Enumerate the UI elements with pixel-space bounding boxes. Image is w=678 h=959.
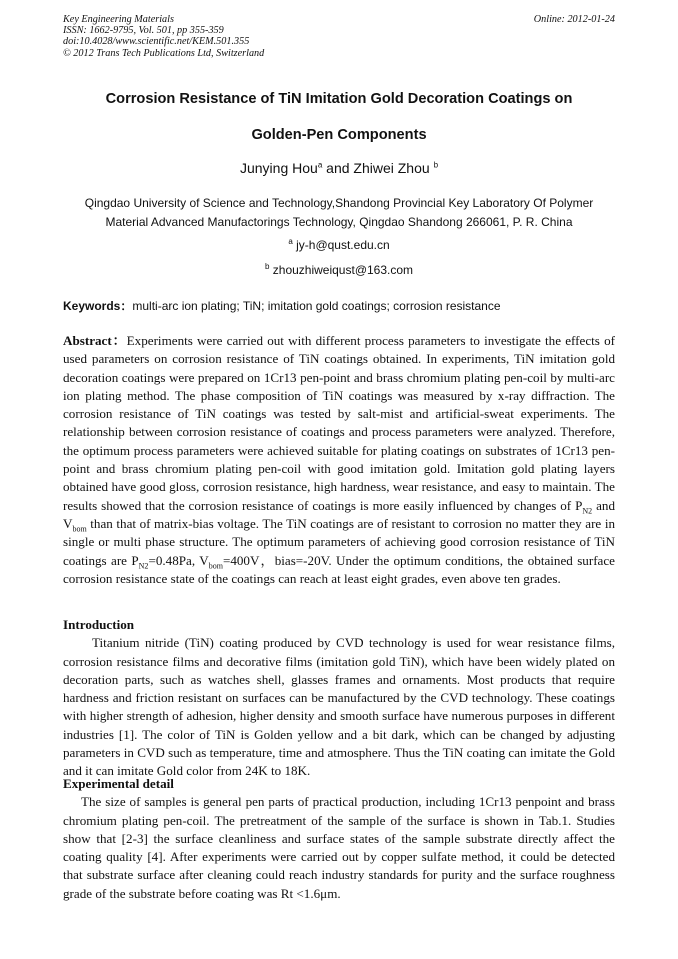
- copyright-line: © 2012 Trans Tech Publications Ltd, Switzerland: [63, 47, 265, 59]
- email-marker: a: [288, 237, 293, 246]
- author-list: [40, 160, 638, 176]
- experimental-paragraph: The size of samples is general pen parts of practical production, including 1Cr13 penpoint and brass chromium plating pen-coil. The pretreatment of the sample of the surface is shown in Tab.1. Studies show that [2-3] the surface cleanliness and surface states of the sample substrate directly affect the coating quality [4]. After experiments were carried out by copper sulfate method, it could be detected that substrate surface after cleaning could reach industry standards for purity and the surface roughness grade of the substrate before coating was Rt <1.6μm.: [63, 794, 615, 901]
- paper-title-line-2: Golden-Pen Components: [251, 127, 427, 143]
- subscript: bom: [208, 561, 223, 571]
- affiliation: [40, 194, 638, 232]
- email-address[interactable]: jy-h@qust.edu.cn: [296, 238, 390, 252]
- author-affiliation-marker: a: [317, 160, 323, 170]
- doi-line: doi:10.4028/www.scientific.net/KEM.501.355: [63, 36, 250, 48]
- abstract-text: Experiments were carried out with different process parameters to investigate the effects of used parameters on corrosion resistance of TiN coatings obtained. In experiments, TiN imitation gold decoration coatings were prepared on 1Cr13 pen-point and brass chromium plating pen-coil by multi-arc ion plating method. The phase composition of TiN coatings was measured by x-ray diffraction. The corrosion resistance of TiN coatings was tested by salt-mist and artificial-sweat experiments. The relationship between corrosion resistance of coatings and process parameters were analyzed. Therefore, the optimum process parameters were achieved suitable for plating coatings on substrates of 1Cr13 pen-point and brass chromium plating pen-coil with good imitation gold. Imitation gold plating layers obtained have good gloss, corrosion resistance, high hardness, wear resistance, and easy to maintain. The results showed that the corrosion resistance of coatings is more easily influenced by changes of P: [63, 333, 615, 513]
- introduction-paragraph: Titanium nitride (TiN) coating produced by CVD technology is used for wear resistance films, corrosion resistance films and decorative films (imitation gold TiN), which have been widely plated on decoration parts, such as watches shell, glasses frames and ornaments. Most products that require hardness and friction resistant on surfaces can be manufactured by the CVD technology. These coatings with higher strength of adhesion, higher density and smooth surface have numerous purposes in different industries [1]. The color of TiN is Golden yellow and a bit dark, which can be changed by adjusting parameters in CVD such as temperature, time and atmosphere. Thus the TiN coating can imitate the Gold and it can imitate Gold color from 24K to 18K.: [63, 635, 615, 779]
- paper-title-line-1: Corrosion Resistance of TiN Imitation Gold Decoration Coatings on: [105, 91, 573, 107]
- abstract-text: and V: [63, 497, 615, 531]
- email-address[interactable]: zhouzhiweiqust@163.com: [272, 263, 414, 277]
- subscript: bom: [72, 524, 87, 534]
- section-heading: Experimental detail: [63, 776, 174, 791]
- subscript: N2: [582, 506, 593, 516]
- email-line: [40, 263, 638, 277]
- abstract-text: =0.48Pa, V: [148, 552, 209, 568]
- section-heading: Introduction: [63, 617, 135, 632]
- journal-name: Key Engineering Materials: [63, 14, 174, 25]
- online-date: Online: 2012-01-24: [533, 14, 615, 25]
- author-name: Junying Hou: [239, 160, 318, 176]
- abstract-label: Abstract：: [63, 333, 127, 348]
- email-line: [40, 238, 638, 252]
- journal-header: [63, 14, 615, 59]
- abstract-text: =400V，bias=-20V. Under the optimum conditions, the obtained surface corrosion resistance state of the coatings can reach at least eight grades, even above ten grades.: [63, 552, 615, 586]
- keywords-text: multi-arc ion plating; TiN; imitation gold coatings; corrosion resistance: [132, 299, 501, 313]
- keywords: [63, 297, 615, 314]
- subscript: N2: [138, 561, 149, 571]
- keywords-label: Keywords：: [63, 299, 133, 313]
- abstract: [63, 332, 615, 588]
- abstract-text: than that of matrix-bias voltage. The TiN coatings are of resistant to corrosion no matter they are in single or multi phase structure. The optimum parameters of achieving good corrosion resistance of TiN coatings are P: [63, 515, 615, 568]
- email-marker: b: [264, 262, 270, 271]
- author-conjunction: and: [322, 160, 354, 176]
- author-name: Zhiwei Zhou: [353, 160, 430, 176]
- affiliation-line: Qingdao University of Science and Technology,Shandong Provincial Key Laboratory Of Polymer: [84, 196, 594, 210]
- experimental-section: [63, 775, 615, 903]
- introduction-section: [63, 616, 615, 781]
- affiliation-line: Material Advanced Manufactorings Technology, Qingdao Shandong 266061, P. R. China: [105, 215, 573, 229]
- issn-line: ISSN: 1662-9795, Vol. 501, pp 355-359: [63, 25, 224, 37]
- abstract-paragraph: [63, 332, 615, 588]
- author-affiliation-marker: b: [433, 160, 439, 170]
